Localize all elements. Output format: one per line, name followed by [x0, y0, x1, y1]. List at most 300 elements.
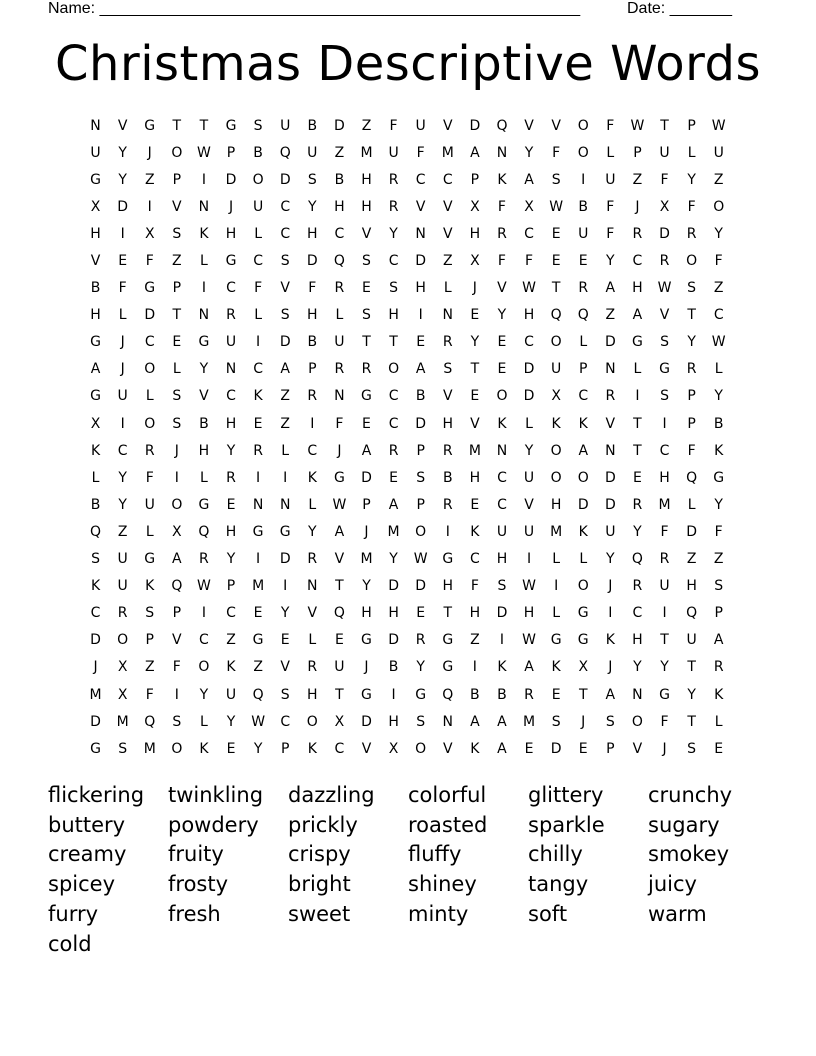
- grid-cell: Z: [713, 551, 724, 568]
- grid-cell: S: [416, 713, 426, 730]
- grid-cell: S: [172, 415, 182, 432]
- word-item: bright: [288, 872, 351, 897]
- grid-cell: K: [551, 415, 561, 432]
- word-item: powdery: [168, 812, 259, 837]
- grid-cell: S: [416, 469, 426, 486]
- grid-cell: D: [550, 740, 562, 757]
- grid-cell: E: [253, 605, 263, 622]
- grid-cell: S: [172, 713, 182, 730]
- grid-cell: T: [389, 334, 398, 351]
- grid-cell: U: [117, 388, 128, 405]
- grid-cell: D: [604, 496, 616, 513]
- grid-cell: I: [256, 334, 261, 351]
- grid-cell: A: [524, 171, 534, 188]
- grid-cell: C: [578, 388, 589, 405]
- grid-cell: O: [171, 740, 183, 757]
- grid-cell: T: [470, 361, 480, 378]
- grid-cell: M: [360, 551, 373, 568]
- grid-cell: I: [283, 469, 288, 486]
- grid-cell: R: [226, 469, 236, 486]
- grid-cell: D: [279, 171, 291, 188]
- grid-cell: R: [307, 659, 318, 676]
- grid-cell: G: [252, 632, 264, 649]
- grid-cell: Z: [605, 307, 616, 324]
- grid-cell: R: [388, 442, 399, 459]
- grid-cell: Y: [118, 144, 127, 161]
- grid-cell: O: [577, 469, 589, 486]
- grid-cell: U: [551, 361, 562, 378]
- grid-cell: H: [523, 605, 535, 622]
- grid-cell: V: [442, 198, 453, 215]
- grid-cell: S: [687, 280, 697, 297]
- word-row: [48, 840, 768, 870]
- grid-cell: Y: [199, 686, 209, 703]
- grid-cell: P: [226, 144, 236, 161]
- grid-cell: H: [469, 225, 481, 242]
- grid-cell: Z: [470, 632, 480, 649]
- grid-cell: W: [522, 280, 536, 297]
- grid-cell: E: [362, 280, 371, 297]
- grid-cell: Q: [496, 117, 508, 134]
- grid-row: [82, 627, 734, 654]
- grid-cell: S: [362, 307, 371, 324]
- grid-cell: B: [713, 415, 724, 432]
- grid-cell: D: [90, 632, 101, 649]
- grid-cell: B: [470, 686, 480, 703]
- grid-cell: D: [225, 171, 237, 188]
- grid-cell: U: [578, 225, 589, 242]
- grid-cell: J: [364, 523, 369, 540]
- grid-cell: O: [496, 388, 508, 405]
- grid-cell: G: [361, 632, 372, 649]
- grid-cell: D: [415, 415, 427, 432]
- word-item: sparkle: [528, 812, 605, 837]
- grid-cell: R: [524, 686, 534, 703]
- grid-cell: B: [442, 469, 453, 486]
- grid-cell: L: [200, 469, 208, 486]
- grid-cell: J: [635, 198, 640, 215]
- grid-cell: R: [307, 551, 318, 568]
- grid-cell: Y: [199, 361, 209, 378]
- grid-cell: O: [388, 361, 400, 378]
- grid-cell: V: [442, 225, 453, 242]
- grid-cell: K: [470, 740, 480, 757]
- grid-cell: O: [144, 415, 156, 432]
- grid-cell: U: [605, 171, 616, 188]
- grid-row: [82, 518, 734, 545]
- grid-cell: J: [120, 334, 125, 351]
- grid-cell: T: [172, 117, 182, 134]
- grid-cell: S: [280, 307, 290, 324]
- grid-cell: E: [280, 632, 290, 649]
- grid-cell: D: [334, 117, 345, 134]
- grid-cell: X: [470, 253, 480, 270]
- grid-cell: J: [662, 740, 667, 757]
- grid-cell: Z: [280, 415, 290, 432]
- grid-cell: V: [361, 740, 372, 757]
- grid-cell: V: [117, 117, 128, 134]
- word-item: buttery: [48, 812, 126, 837]
- grid-cell: P: [226, 578, 236, 595]
- grid-cell: C: [253, 253, 263, 270]
- grid-cell: L: [579, 551, 588, 568]
- grid-cell: B: [497, 686, 507, 703]
- grid-row: [82, 247, 734, 274]
- grid-cell: I: [201, 280, 206, 297]
- grid-cell: X: [659, 198, 670, 215]
- grid-cell: R: [497, 225, 507, 242]
- grid-cell: L: [200, 253, 208, 270]
- grid-cell: I: [120, 225, 125, 242]
- grid-cell: K: [145, 578, 155, 595]
- grid-cell: Q: [252, 686, 264, 703]
- grid-cell: A: [605, 686, 616, 703]
- grid-cell: R: [307, 388, 318, 405]
- grid-cell: O: [252, 171, 264, 188]
- grid-cell: N: [605, 361, 616, 378]
- grid-cell: H: [361, 605, 372, 622]
- grid-cell: F: [470, 578, 479, 595]
- grid-cell: G: [198, 496, 210, 513]
- grid-cell: J: [337, 442, 342, 459]
- name-field-label[interactable]: Name: ______________________________________________________: [48, 0, 581, 17]
- grid-cell: M: [523, 713, 536, 730]
- grid-cell: H: [307, 307, 318, 324]
- grid-cell: Z: [334, 144, 345, 161]
- grid-cell: V: [334, 551, 345, 568]
- grid-cell: C: [307, 442, 318, 459]
- grid-cell: T: [362, 334, 371, 351]
- grid-cell: Q: [333, 605, 345, 622]
- grid-row: [82, 302, 734, 329]
- grid-cell: L: [443, 280, 452, 297]
- grid-cell: L: [633, 361, 642, 378]
- grid-cell: I: [201, 171, 206, 188]
- grid-cell: E: [524, 740, 534, 757]
- grid-row: [82, 546, 734, 573]
- grid-cell: P: [687, 117, 696, 134]
- grid-cell: R: [632, 496, 643, 513]
- grid-cell: I: [662, 605, 667, 622]
- grid-cell: Z: [361, 117, 372, 134]
- grid-cell: G: [252, 523, 264, 540]
- grid-cell: M: [116, 713, 129, 730]
- grid-cell: L: [254, 225, 263, 242]
- grid-cell: I: [201, 605, 206, 622]
- grid-cell: W: [197, 578, 211, 595]
- grid-cell: P: [172, 605, 182, 622]
- grid-cell: O: [171, 144, 183, 161]
- grid-cell: J: [120, 361, 125, 378]
- grid-cell: K: [551, 659, 561, 676]
- grid-cell: D: [388, 578, 399, 595]
- grid-cell: W: [657, 280, 672, 297]
- grid-cell: H: [225, 415, 237, 432]
- grid-cell: G: [442, 632, 454, 649]
- grid-cell: N: [442, 307, 453, 324]
- grid-row: [82, 166, 734, 193]
- grid-cell: F: [497, 253, 506, 270]
- grid-cell: R: [686, 225, 697, 242]
- grid-cell: X: [334, 713, 345, 730]
- grid-cell: C: [90, 605, 101, 622]
- grid-cell: L: [145, 388, 154, 405]
- grid-cell: N: [279, 496, 291, 513]
- grid-cell: D: [361, 713, 372, 730]
- grid-cell: I: [635, 388, 640, 405]
- grid-cell: U: [334, 334, 345, 351]
- grid-cell: H: [225, 523, 237, 540]
- word-row: [48, 899, 768, 929]
- grid-cell: J: [472, 280, 477, 297]
- grid-cell: U: [225, 334, 237, 351]
- grid-cell: V: [442, 388, 453, 405]
- grid-cell: B: [90, 280, 101, 297]
- grid-cell: B: [90, 496, 101, 513]
- grid-cell: U: [307, 144, 318, 161]
- grid-cell: O: [415, 523, 427, 540]
- grid-cell: H: [442, 578, 454, 595]
- grid-cell: P: [172, 171, 182, 188]
- grid-cell: D: [659, 225, 670, 242]
- grid-cell: T: [172, 307, 182, 324]
- grid-cell: N: [496, 442, 508, 459]
- grid-cell: C: [334, 225, 345, 242]
- word-item: fresh: [168, 902, 221, 927]
- grid-cell: U: [496, 523, 508, 540]
- word-item: creamy: [48, 842, 127, 867]
- grid-cell: T: [633, 415, 642, 432]
- grid-cell: R: [388, 171, 399, 188]
- grid-cell: D: [523, 388, 535, 405]
- grid-cell: P: [687, 415, 696, 432]
- grid-cell: J: [608, 578, 613, 595]
- grid-cell: G: [550, 632, 562, 649]
- grid-cell: Y: [524, 442, 534, 459]
- grid-cell: I: [174, 469, 179, 486]
- grid-cell: F: [525, 253, 534, 270]
- grid-cell: T: [335, 686, 344, 703]
- grid-cell: N: [198, 307, 210, 324]
- grid-cell: O: [415, 740, 427, 757]
- grid-cell: D: [415, 578, 427, 595]
- word-item: frosty: [168, 872, 229, 897]
- grid-cell: M: [387, 523, 400, 540]
- grid-cell: K: [90, 442, 101, 459]
- grid-cell: U: [334, 659, 345, 676]
- grid-cell: K: [578, 415, 588, 432]
- word-list: [48, 780, 768, 959]
- grid-cell: L: [118, 307, 127, 324]
- word-item: prickly: [288, 812, 358, 837]
- grid-cell: A: [713, 632, 724, 649]
- grid-cell: I: [256, 551, 261, 568]
- grid-cell: L: [714, 713, 723, 730]
- grid-cell: T: [335, 578, 344, 595]
- grid-cell: C: [497, 469, 507, 486]
- grid-cell: A: [578, 442, 589, 459]
- grid-cell: N: [90, 117, 101, 134]
- grid-cell: Y: [416, 659, 425, 676]
- grid-cell: B: [334, 171, 345, 188]
- grid-cell: Y: [687, 171, 696, 188]
- grid-cell: E: [362, 415, 371, 432]
- grid-cell: V: [524, 496, 534, 513]
- word-item: juicy: [648, 872, 697, 897]
- grid-cell: B: [578, 198, 589, 215]
- grid-cell: X: [117, 659, 128, 676]
- grid-cell: U: [415, 117, 426, 134]
- grid-cell: N: [334, 388, 345, 405]
- grid-cell: C: [632, 605, 643, 622]
- grid-cell: Z: [253, 659, 263, 676]
- grid-cell: S: [714, 578, 724, 595]
- grid-cell: L: [91, 469, 100, 486]
- grid-cell: L: [281, 442, 290, 459]
- grid-cell: H: [198, 442, 210, 459]
- grid-cell: I: [391, 686, 396, 703]
- grid-row: [82, 193, 734, 220]
- grid-cell: C: [280, 713, 291, 730]
- grid-cell: F: [606, 117, 615, 134]
- grid-cell: Y: [497, 307, 507, 324]
- grid-cell: J: [174, 442, 179, 459]
- grid-cell: H: [632, 632, 643, 649]
- grid-cell: B: [415, 388, 426, 405]
- grid-cell: B: [388, 659, 399, 676]
- grid-cell: L: [335, 307, 344, 324]
- grid-cell: I: [526, 551, 532, 568]
- grid-cell: D: [604, 469, 616, 486]
- grid-cell: E: [714, 740, 724, 757]
- grid-cell: R: [686, 361, 697, 378]
- grid-cell: A: [632, 307, 643, 324]
- grid-cell: V: [442, 740, 453, 757]
- grid-cell: H: [686, 578, 697, 595]
- grid-cell: T: [578, 686, 588, 703]
- grid-cell: U: [605, 523, 616, 540]
- grid-cell: H: [334, 198, 345, 215]
- grid-cell: S: [660, 388, 669, 405]
- date-field-label[interactable]: Date: _______: [627, 0, 732, 17]
- grid-cell: Y: [118, 496, 127, 513]
- grid-row: [82, 112, 734, 139]
- grid-cell: H: [659, 469, 670, 486]
- grid-cell: D: [144, 307, 156, 324]
- grid-cell: K: [605, 632, 615, 649]
- grid-cell: K: [714, 442, 724, 459]
- grid-cell: Z: [686, 551, 697, 568]
- grid-cell: V: [280, 280, 290, 297]
- grid-cell: F: [335, 415, 344, 432]
- letter-grid: [82, 112, 734, 762]
- grid-cell: Z: [442, 253, 453, 270]
- grid-cell: U: [713, 144, 724, 161]
- grid-cell: I: [608, 605, 613, 622]
- grid-cell: Y: [226, 442, 236, 459]
- grid-cell: C: [415, 171, 426, 188]
- grid-cell: R: [226, 307, 236, 324]
- grid-cell: Y: [118, 469, 127, 486]
- grid-cell: Y: [362, 578, 371, 595]
- grid-cell: D: [523, 361, 535, 378]
- grid-cell: Y: [687, 686, 696, 703]
- grid-cell: F: [118, 280, 127, 297]
- grid-cell: O: [306, 713, 318, 730]
- grid-cell: A: [415, 361, 426, 378]
- grid-cell: U: [686, 632, 697, 649]
- grid-cell: Z: [713, 280, 724, 297]
- grid-cell: A: [605, 280, 616, 297]
- grid-cell: A: [524, 659, 534, 676]
- grid-cell: V: [632, 740, 643, 757]
- grid-cell: D: [388, 632, 399, 649]
- grid-cell: H: [550, 496, 562, 513]
- grid-cell: Y: [714, 388, 723, 405]
- word-row: [48, 780, 768, 810]
- grid-cell: X: [551, 388, 561, 405]
- grid-cell: C: [199, 632, 209, 649]
- grid-cell: P: [606, 740, 615, 757]
- grid-cell: Y: [308, 523, 317, 540]
- grid-cell: W: [711, 334, 726, 351]
- grid-cell: M: [89, 686, 102, 703]
- grid-cell: I: [174, 686, 179, 703]
- grid-cell: C: [144, 334, 155, 351]
- grid-cell: A: [361, 442, 372, 459]
- grid-cell: A: [470, 713, 480, 730]
- grid-cell: R: [334, 280, 345, 297]
- grid-cell: S: [551, 713, 561, 730]
- grid-cell: R: [199, 551, 209, 568]
- grid-cell: R: [442, 496, 453, 513]
- grid-cell: F: [687, 442, 696, 459]
- grid-cell: H: [442, 415, 454, 432]
- word-item: fluffy: [408, 842, 462, 867]
- grid-cell: U: [117, 551, 128, 568]
- grid-cell: J: [147, 144, 152, 161]
- grid-cell: Y: [118, 171, 127, 188]
- grid-cell: N: [252, 496, 264, 513]
- grid-cell: K: [199, 225, 209, 242]
- grid-cell: Q: [171, 578, 183, 595]
- word-item: flickering: [48, 782, 145, 807]
- grid-cell: K: [199, 740, 209, 757]
- grid-cell: G: [144, 280, 156, 297]
- grid-cell: X: [144, 225, 155, 242]
- grid-cell: S: [172, 388, 182, 405]
- grid-cell: A: [470, 144, 480, 161]
- grid-cell: E: [551, 225, 561, 242]
- grid-cell: V: [415, 198, 426, 215]
- word-item: tangy: [528, 872, 589, 897]
- grid-cell: Y: [633, 523, 642, 540]
- grid-cell: Q: [144, 713, 156, 730]
- grid-cell: T: [687, 659, 696, 676]
- grid-cell: B: [307, 334, 318, 351]
- word-item: furry: [48, 902, 99, 927]
- grid-cell: R: [578, 280, 589, 297]
- grid-row: [82, 437, 734, 464]
- grid-cell: E: [226, 740, 236, 757]
- grid-cell: Z: [713, 171, 724, 188]
- grid-cell: U: [280, 117, 291, 134]
- grid-cell: Q: [550, 307, 562, 324]
- grid-cell: V: [497, 280, 507, 297]
- word-item: crispy: [288, 842, 351, 867]
- grid-row: [82, 410, 734, 437]
- grid-cell: O: [577, 144, 589, 161]
